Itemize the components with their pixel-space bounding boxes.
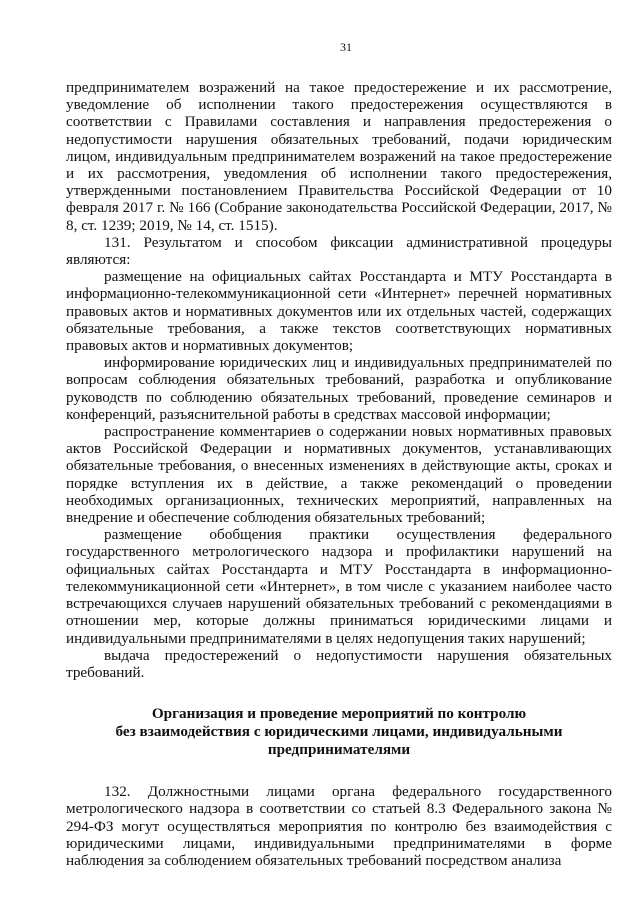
paragraph-continued: предпринимателем возражений на такое предостережение и их рассмотрение, уведомление об исполнении такого предостережения осуществляются в соответствии с Правилами составления и направления предостережения о недопустимости нарушения обязательных требований, подачи юридическим лицом, индивидуальным предпринимателем возражений на такое предостережение и их рассмотрения, уведомления об исполнении такого предостережения, утвержденными постановлением Правительства Российской Федерации от 10 февраля 2017 г. № 166 (Собрание законодательства Российской Федерации, 2017, № 8, ст. 1239; 2019, № 14, ст. 1515). bbox=[66, 79, 612, 234]
page-number: 31 bbox=[340, 40, 352, 54]
section-heading-line: Организация и проведение мероприятий по контролю bbox=[151, 705, 527, 723]
paragraph-131-item-d: размещение обобщения практики осуществления федерального государственного метрологического надзора и профилактики нарушений на официальных сайтах Росстандарта и МТУ Росстандарта в информационно-телекоммуникационной сети «Интернет», в том числе с указанием наиболее часто встречающихся случаев нарушений обязательных требований с рекомендациями в отношении мер, которые должны приниматься юридическими лицами и индивидуальными предпринимателями в целях недопущения таких нарушений; bbox=[66, 526, 612, 647]
body-text-top bbox=[66, 79, 612, 681]
paragraph-132: 132. Должностными лицами органа федерального государственного метрологического надзора в соответствии со статьей 8.3 Федерального закона № 294-ФЗ могут осуществляться мероприятия по контролю без взаимодействия с юридическими лицами, индивидуальными предпринимателями в форме наблюдения за соблюдением обязательных требований посредством анализа bbox=[66, 783, 612, 869]
section-heading-line: без взаимодействия с юридическими лицами, индивидуальными bbox=[115, 723, 563, 741]
paragraph-131-item-e: выдача предостережений о недопустимости нарушения обязательных требований. bbox=[66, 646, 612, 681]
section-heading-line: предпринимателями bbox=[267, 741, 411, 759]
section-heading bbox=[66, 705, 612, 759]
paragraph-131-item-a: размещение на официальных сайтах Росстандарта и МТУ Росстандарта в информационно-телекоммуникационной сети «Интернет» перечней нормативных правовых актов и нормативных документов или их отдельных частей, содержащих обязательные требования, а также текстов соответствующих нормативных правовых актов и нормативных документов; bbox=[66, 268, 612, 355]
paragraph-131: 131. Результатом и способом фиксации административной процедуры являются: bbox=[66, 233, 612, 269]
paragraph-131-item-b: информирование юридических лиц и индивидуальных предпринимателей по вопросам соблюдения обязательных требований, разработка и опубликование руководств по соблюдению обязательных требований, проведение семинаров и конференций, разъяснительной работы в средствах массовой информации; bbox=[66, 354, 612, 423]
paragraph-131-item-c: распространение комментариев о содержании новых нормативных правовых актов Российской Федерации и нормативных документов, устанавливающих обязательные требования, о внесенных изменениях в действующие акты, сроках и порядке вступления их в действие, а также рекомендаций о проведении необходимых организационных, технических мероприятий, направленных на внедрение и обеспечение соблюдения обязательных требований; bbox=[66, 423, 612, 527]
body-text-bottom bbox=[66, 783, 612, 869]
